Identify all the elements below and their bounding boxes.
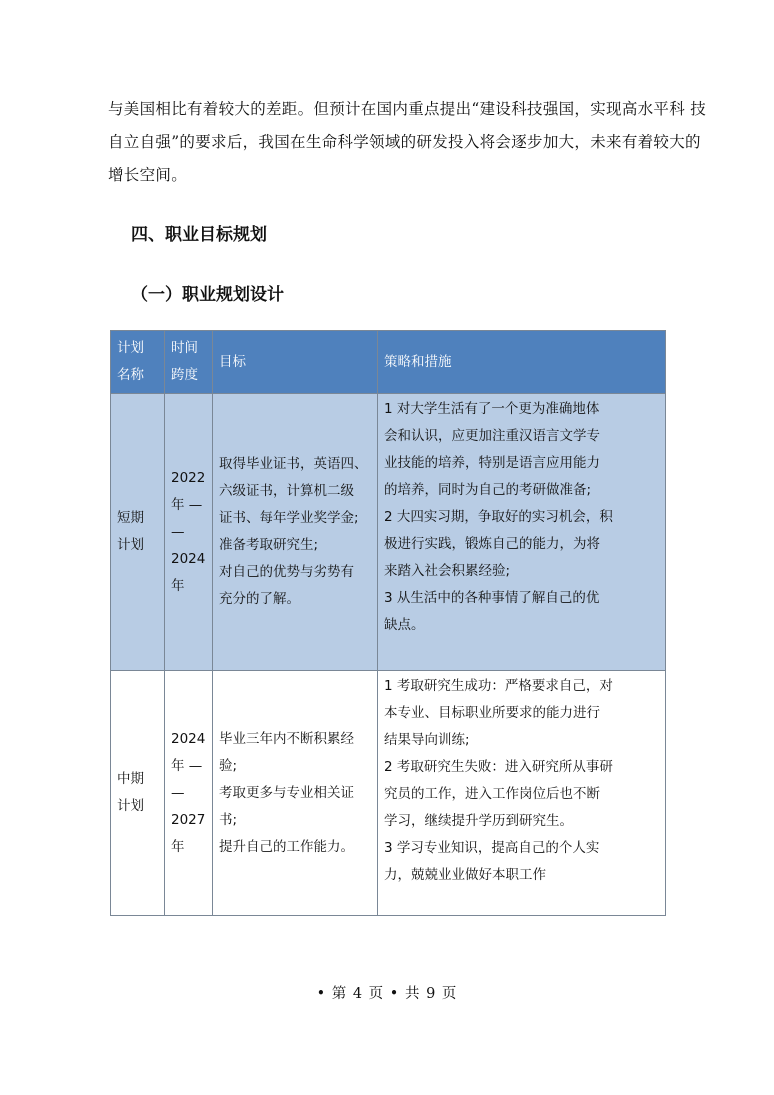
cell-plan-name <box>111 394 165 671</box>
cell-text: 考取更多与专业相关证 <box>219 784 354 801</box>
cell-text: 的培养，同时为自己的考研做准备; <box>384 482 592 498</box>
cell-goal <box>213 671 378 916</box>
header-text: 名称 <box>117 367 144 383</box>
cell-text: 取得毕业证书，英语四、 <box>219 456 368 472</box>
cell-text: 2027 <box>171 811 206 828</box>
cell-text: — <box>171 784 185 801</box>
cell-text: 计划 <box>117 537 144 553</box>
cell-text: 对自己的优势与劣势有 <box>219 564 354 580</box>
table-row <box>111 671 666 916</box>
cell-text: 学习，继续提升学历到研究生。 <box>384 813 573 829</box>
cell-text: 2024 <box>171 730 206 747</box>
cell-text: 力，兢兢业业做好本职工作 <box>384 867 546 883</box>
cell-text: 年 <box>171 577 185 594</box>
header-goal: 目标 <box>213 331 378 394</box>
subsection-heading: （一）职业规划设计 <box>131 285 284 305</box>
section-heading: 四、职业目标规划 <box>131 225 267 245</box>
cell-text: 年 <box>171 838 185 855</box>
cell-text: 1 对大学生活有了一个更为准确地体 <box>384 401 600 417</box>
header-time-span <box>165 331 213 394</box>
cell-text: 2024 <box>171 550 206 567</box>
cell-text: 缺点。 <box>384 617 425 633</box>
cell-text: 1 考取研究生成功：严格要求自己，对 <box>384 678 613 694</box>
paragraph-line: 自立自强”的要求后，我国在生命科学领域的研发投入将会逐步加大，未来有着较大的 <box>108 133 701 151</box>
table-header-row <box>111 331 666 394</box>
cell-text: 本专业、目标职业所要求的能力进行 <box>384 705 600 721</box>
cell-text: 中期 <box>117 771 144 787</box>
cell-text: 3 从生活中的各种事情了解自己的优 <box>384 590 600 606</box>
page-footer: • 第 4 页 • 共 9 页 <box>316 986 458 1002</box>
cell-text: 证书、每年学业奖学金; <box>219 510 359 526</box>
cell-plan-name <box>111 671 165 916</box>
cell-text: 极进行实践，锻炼自己的能力，为将 <box>384 536 600 552</box>
cell-text: 计划 <box>117 798 144 814</box>
cell-goal <box>213 394 378 671</box>
paragraph-line: 与美国相比有着较大的差距。但预计在国内重点提出“建设科技强国，实现高水平科 技 <box>108 100 707 118</box>
header-plan-name <box>111 331 165 394</box>
cell-text: 2 大四实习期，争取好的实习机会，积 <box>384 509 613 525</box>
header-text: 时间 <box>171 340 198 356</box>
cell-text: 提升自己的工作能力。 <box>219 838 354 855</box>
cell-text: 年 — <box>171 757 203 774</box>
cell-text: 会和认识，应更加注重汉语言文学专 <box>384 428 600 444</box>
cell-text: 来踏入社会积累经验; <box>384 563 511 579</box>
cell-text: — <box>171 523 185 540</box>
paragraph-line: 增长空间。 <box>108 166 188 184</box>
cell-text: 究员的工作，进入工作岗位后也不断 <box>384 786 600 802</box>
cell-text: 书; <box>219 811 238 828</box>
cell-text: 业技能的培养，特别是语言应用能力 <box>384 455 600 471</box>
cell-text: 验; <box>219 757 238 774</box>
cell-text: 毕业三年内不断积累经 <box>219 730 354 747</box>
body-paragraph <box>108 93 708 192</box>
cell-strategy <box>378 394 666 671</box>
cell-time-span <box>165 394 213 671</box>
cell-text: 2 考取研究生失败：进入研究所从事研 <box>384 759 613 775</box>
cell-text: 准备考取研究生; <box>219 537 319 553</box>
header-text: 跨度 <box>171 367 198 383</box>
header-text: 计划 <box>117 340 144 356</box>
cell-text: 年 — <box>171 496 203 513</box>
cell-text: 短期 <box>117 510 144 526</box>
cell-text: 充分的了解。 <box>219 591 300 607</box>
cell-text: 3 学习专业知识，提高自己的个人实 <box>384 840 600 856</box>
cell-time-span <box>165 671 213 916</box>
career-plan-table <box>110 330 666 916</box>
cell-text: 六级证书，计算机二级 <box>219 483 354 499</box>
cell-text: 2022 <box>171 469 206 486</box>
header-strategy: 策略和措施 <box>378 331 666 394</box>
table-row <box>111 394 666 671</box>
cell-text: 结果导向训练; <box>384 732 470 748</box>
cell-strategy <box>378 671 666 916</box>
